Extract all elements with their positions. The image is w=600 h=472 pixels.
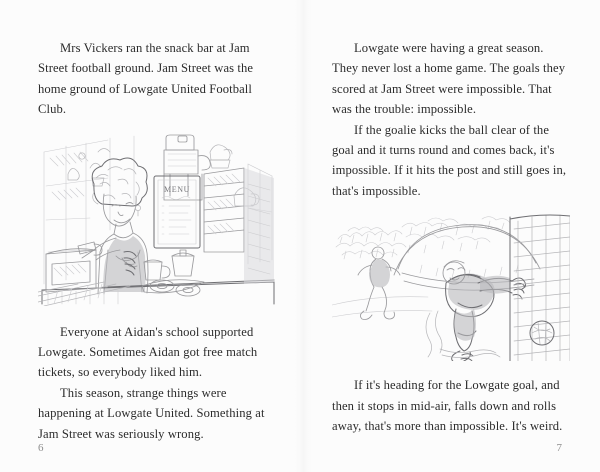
menu-board-shape: [154, 176, 200, 248]
right-paragraph-3: If it's heading for the Lowgate goal, and then it stops in mid-air, falls down and rolls away, that's more than impossible. It's weird.: [332, 378, 563, 434]
left-paragraph-2: Everyone at Aidan's school supported Lowgate. Sometimes Aidan got free match tickets, so everybody liked him.: [38, 324, 258, 380]
goalkeeper-figure: [426, 261, 526, 361]
menu-board-label: MENU: [164, 184, 190, 194]
snack-bar-illustration: [38, 134, 278, 306]
right-paragraph-1: Lowgate were having a great season. They never lost a home game. The goals they scored at Jam Street were impossible. That was the trouble: impossible.: [332, 41, 566, 117]
goalkeeper-illustration: [332, 213, 570, 361]
football-ball: [530, 321, 554, 345]
right-paragraph-2: If the goalie kicks the ball clear of the goal and it turns round and comes back, it's impossible. If it hits the post and still goes in, that's impossible.: [332, 122, 567, 198]
left-paragraph-3: This season, strange things were happening at Lowgate United. Something at Jam Street was seriously wrong.: [38, 385, 265, 441]
page-number-left: 6: [38, 442, 44, 454]
figure-hair: [92, 158, 147, 206]
page-number-right: 7: [556, 442, 562, 454]
left-paragraph-1: Mrs Vickers ran the snack bar at Jam Street football ground. Jam Street was the home ground of Lowgate United Football Club.: [38, 41, 254, 117]
right-page: [300, 0, 600, 472]
goal-net: [514, 215, 570, 361]
